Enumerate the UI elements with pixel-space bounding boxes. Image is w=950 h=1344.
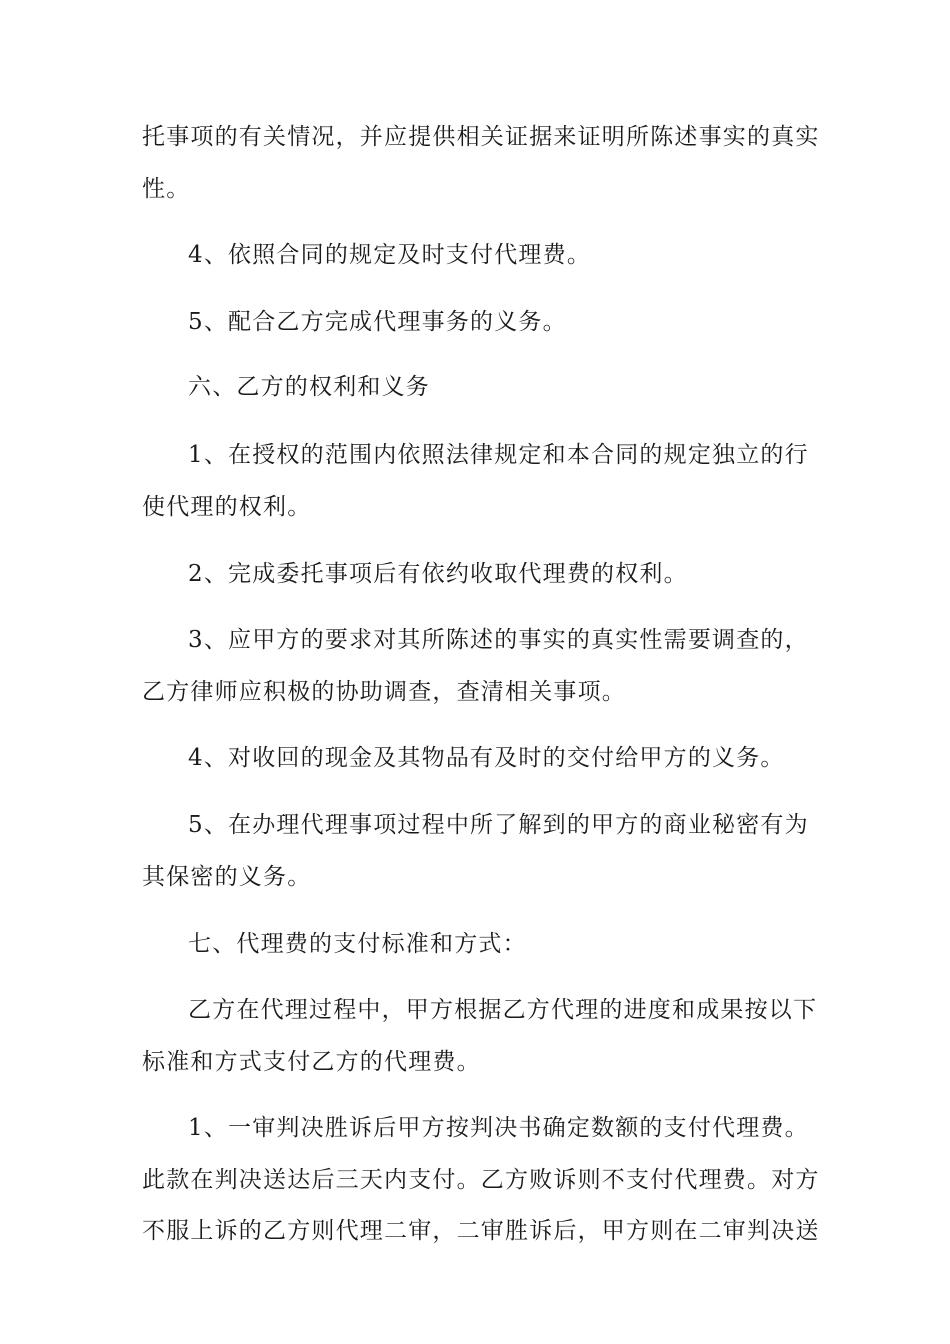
paragraph-line: 4、依照合同的规定及时支付代理费。 xyxy=(188,242,592,268)
paragraph-line: 标准和方式支付乙方的代理费。 xyxy=(142,1049,481,1075)
paragraph-line: 使代理的权利。 xyxy=(142,494,312,520)
paragraph-line: 4、对收回的现金及其物品有及时的交付给甲方的义务。 xyxy=(188,745,785,771)
paragraph-line: 5、配合乙方完成代理事务的义务。 xyxy=(188,309,567,335)
paragraph-line: 性。 xyxy=(142,176,191,202)
paragraph-line: 5、在办理代理事项过程中所了解到的甲方的商业秘密有为 xyxy=(188,812,809,838)
section-heading: 七、代理费的支付标准和方式： xyxy=(188,931,527,957)
paragraph-line: 不服上诉的乙方则代理二审，二审胜诉后，甲方则在二审判决送 xyxy=(142,1218,820,1244)
paragraph-line: 乙方律师应积极的协助调查，查清相关事项。 xyxy=(142,679,626,705)
paragraph-line: 1、一审判决胜诉后甲方按判决书确定数额的支付代理费。 xyxy=(188,1115,809,1141)
paragraph-line: 此款在判决送达后三天内支付。乙方败诉则不支付代理费。对方 xyxy=(142,1167,820,1193)
paragraph-line: 托事项的有关情况，并应提供相关证据来证明所陈述事实的真实 xyxy=(142,124,820,150)
section-heading: 六、乙方的权利和义务 xyxy=(188,374,430,400)
paragraph-line: 其保密的义务。 xyxy=(142,864,312,890)
paragraph-line: 乙方在代理过程中，甲方根据乙方代理的进度和成果按以下 xyxy=(188,997,818,1023)
paragraph-line: 1、在授权的范围内依照法律规定和本合同的规定独立的行 xyxy=(188,442,809,468)
paragraph-line: 3、应甲方的要求对其所陈述的事实的真实性需要调查的， xyxy=(188,627,809,653)
paragraph-line: 2、完成委托事项后有依约收取代理费的权利。 xyxy=(188,561,688,587)
